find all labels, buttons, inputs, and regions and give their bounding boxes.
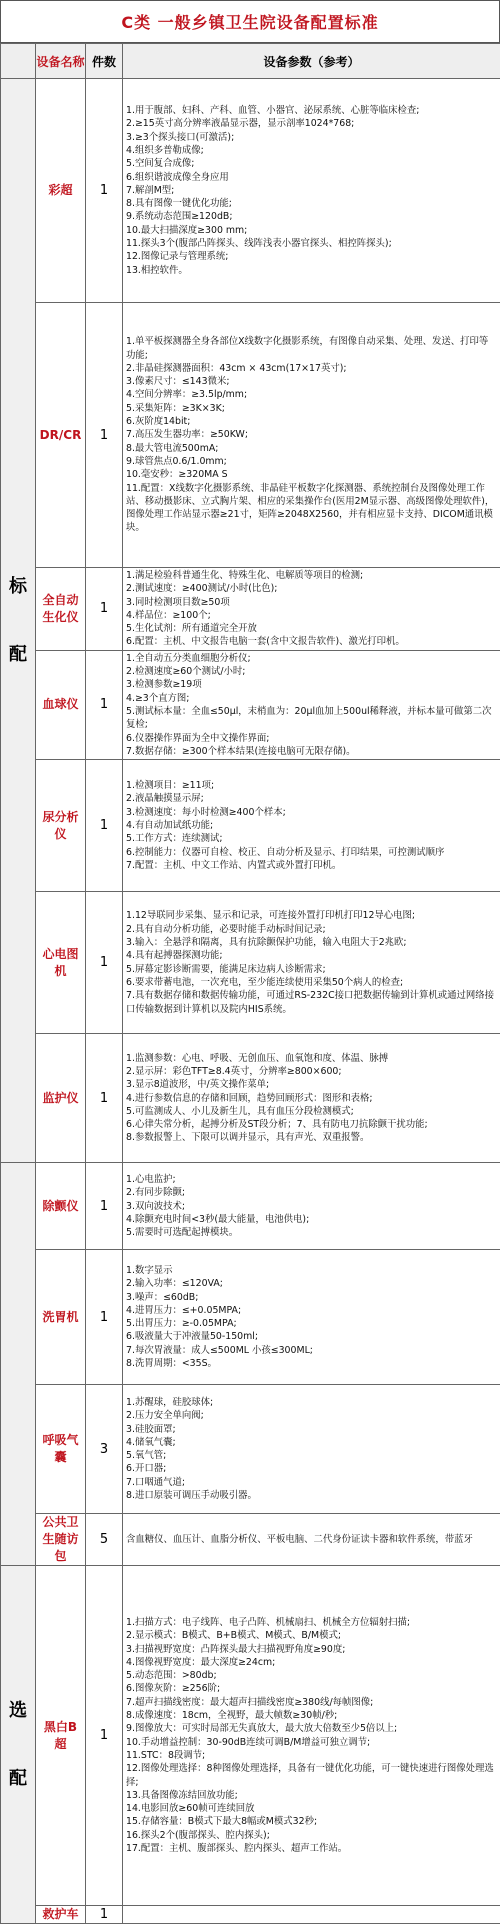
param-line: 7.解剖M型;: [126, 184, 497, 197]
param-line: 4.进胃压力：≤+0.05MPA;: [126, 1304, 497, 1317]
param-line: 3.检测速度：每小时检测≥400个样本;: [126, 806, 497, 819]
device-count: 3: [86, 1385, 123, 1514]
param-line: 3.硅胶面罩;: [126, 1423, 497, 1436]
device-params: [123, 568, 500, 651]
device-params: [123, 1566, 500, 1906]
param-line: 16.探头2个(腹部探头、腔内探头);: [126, 1829, 497, 1842]
param-line: 8.最大管电流500mA;: [126, 442, 497, 455]
param-line: 8.洗胃周期：<35S。: [126, 1357, 497, 1370]
param-line: 9.系统动态范围≥120dB;: [126, 210, 497, 223]
param-line: 6.灰阶度14bit;: [126, 415, 497, 428]
param-line: 11.STC：8段调节;: [126, 1749, 497, 1762]
param-line: 15.存储容量：B模式下最大8幅或M模式32秒;: [126, 1815, 497, 1828]
param-line: 2.液晶触摸显示屏;: [126, 792, 497, 805]
table-row: [1, 1163, 500, 1250]
param-line: 13.具备图像冻结回放功能;: [126, 1789, 497, 1802]
param-line: 6.开口器;: [126, 1462, 497, 1475]
param-line: 12.图像处理选择：8种图像处理选择，具备有一键优化功能，可一键快速进行图像处理选择;: [126, 1762, 497, 1789]
param-line: 4.空间分辨率：≥3.5lp/mm;: [126, 388, 497, 401]
param-line: 5.氧气管;: [126, 1449, 497, 1462]
param-line: 12.图像记录与管理系统;: [126, 250, 497, 263]
param-line: 4.进行参数信息的存储和回顾，趋势回顾形式：图形和表格;: [126, 1092, 497, 1105]
device-count: 1: [86, 1034, 123, 1163]
param-line: 3.同时检测项目数≥50项: [126, 596, 497, 609]
device-name: 洗胃机: [36, 1250, 86, 1385]
param-line: 2.测试速度：≥400测试/小时(比色);: [126, 582, 497, 595]
param-line: 3.≥3个探头接口(可激活);: [126, 131, 497, 144]
param-line: 2.显示模式：B模式、B+B模式、M模式、B/M模式;: [126, 1629, 497, 1642]
param-line: 1.苏醒球，硅胶球体;: [126, 1396, 497, 1409]
device-params: [123, 1250, 500, 1385]
param-line: 2.显示屏：彩色TFT≥8.4英寸，分辨率≥800×600;: [126, 1065, 497, 1078]
device-name: DR/CR: [36, 303, 86, 568]
param-line: 1.全自动五分类血细胞分析仪;: [126, 652, 497, 665]
param-line: 2.检测速度≥60个测试/小时;: [126, 665, 497, 678]
param-line: 5.工作方式：连续测试;: [126, 832, 497, 845]
param-line: 1.单平板探测器全身各部位X线数字化摄影系统，有图像自动采集、处理、发送、打印等功能;: [126, 335, 497, 362]
param-line: 7.配置：主机、中文工作站、内置式或外置打印机。: [126, 859, 497, 872]
param-line: 3.输入：全悬浮和隔离，具有抗除颤保护功能，输入电阻大于2兆欧;: [126, 936, 497, 949]
param-line: 7.高压发生器功率：≥50KW;: [126, 428, 497, 441]
param-line: 7.超声扫描线密度：最大超声扫描线密度≥380线/每帧图像;: [126, 1696, 497, 1709]
device-name: 救护车: [36, 1906, 86, 1924]
table-row: [1, 1034, 500, 1163]
table-row: [1, 760, 500, 892]
param-line: 7.口咽通气道;: [126, 1476, 497, 1489]
device-name: 除颤仪: [36, 1163, 86, 1250]
device-params: [123, 1034, 500, 1163]
device-count: 1: [86, 1906, 123, 1924]
param-line: 17.配置：主机、腹部探头、腔内探头、超声工作站。: [126, 1842, 497, 1855]
param-line: 5.需要时可选配起搏模块。: [126, 1226, 497, 1239]
table-row: [1, 1566, 500, 1906]
param-line: 11.探头3个(腹部凸阵探头、线阵浅表小器官探头、相控阵探头);: [126, 237, 497, 250]
device-count: 1: [86, 1163, 123, 1250]
param-line: 8.进口原装可调压手动吸引器。: [126, 1489, 497, 1502]
param-line: 6.组织谐波成像全身应用: [126, 171, 497, 184]
param-line: 5.出胃压力：≥-0.05MPA;: [126, 1317, 497, 1330]
param-line: 8.具有图像一键优化功能;: [126, 197, 497, 210]
device-count: 5: [86, 1514, 123, 1566]
table-row: [1, 79, 500, 303]
device-params: [123, 1385, 500, 1514]
device-params: [123, 650, 500, 759]
param-line: 2.≥15英寸高分辨率液晶显示器，显示剖率1024*768;: [126, 117, 497, 130]
param-line: 3.显示8道波形，中/英文操作菜单;: [126, 1078, 497, 1091]
param-line: 11.配置：X线数字化摄影系统、非晶硅平板数字化探测器、系统控制台及图像处理工作站、移动摄影床、立式胸片架、相应的采集操作台(医用2M显示器、高级图像处理软件)，图像处理工作站显示器≥21寸，矩阵≥2048X2560，并有相应显卡支持、DICOM通讯模块。: [126, 482, 497, 535]
param-line: 2.有同步除颤;: [126, 1186, 497, 1199]
param-line: 2.输入功率：≤120VA;: [126, 1277, 497, 1290]
param-line: 6.吸液量大于冲液量50-150ml;: [126, 1330, 497, 1343]
device-params: [123, 1163, 500, 1250]
device-count: 1: [86, 760, 123, 892]
param-line: 6.仪器操作界面为全中文操作界面;: [126, 732, 497, 745]
equipment-table: [0, 43, 500, 1924]
param-line: 6.要求带蓄电池，一次充电，至少能连续使用采集50个病人的检查;: [126, 976, 497, 989]
device-name: 呼吸气囊: [36, 1385, 86, 1514]
device-name: 尿分析仪: [36, 760, 86, 892]
param-line: 8.参数报警上、下限可以调并显示，具有声光、双重报警。: [126, 1131, 497, 1144]
param-line: 5.屏幕定影诊断需要，能满足床边病人诊断需求;: [126, 963, 497, 976]
device-name: 公共卫生随访包: [36, 1514, 86, 1566]
param-line: 2.非晶硅探测器面积：43cm × 43cm(17×17英寸);: [126, 362, 497, 375]
param-line: 7.每次胃液量：成人≤500ML 小孩≤300ML;: [126, 1344, 497, 1357]
header-name: 设备名称: [36, 44, 86, 79]
param-line: 10.最大扫描深度≥300 mm;: [126, 224, 497, 237]
table-row: [1, 303, 500, 568]
param-line: 4.组织多普勒成像;: [126, 144, 497, 157]
param-line: 9.图像放大：可实时局部无失真放大，最大放大倍数至少5倍以上;: [126, 1722, 497, 1735]
table-row: [1, 1514, 500, 1566]
param-line: 6.配置：主机、中文报告电脑一套(含中文报告软件)、激光打印机。: [126, 635, 497, 648]
param-line: 5.空间复合成像;: [126, 157, 497, 170]
table-row: [1, 650, 500, 759]
param-line: 1.12导联同步采集、显示和记录，可连接外置打印机打印12导心电图;: [126, 909, 497, 922]
device-count: 1: [86, 1566, 123, 1906]
param-line: 6.图像灰阶：≥256阶;: [126, 1682, 497, 1695]
device-params: [123, 303, 500, 568]
param-line: 3.噪声：≤60dB;: [126, 1291, 497, 1304]
header-params: 设备参数（参考）: [123, 44, 500, 79]
device-count: 1: [86, 303, 123, 568]
param-line: 4.有自动加试纸功能;: [126, 819, 497, 832]
param-line: 7.数据存储：≥300个样本结果(连接电脑可无限存储)。: [126, 745, 497, 758]
device-count: 1: [86, 892, 123, 1034]
header-count: 件数: [86, 44, 123, 79]
param-line: 4.图像视野宽度：最大深度≥24cm;: [126, 1656, 497, 1669]
category-cell: 选 配: [1, 1566, 36, 1924]
param-line: 1.监测参数：心电、呼吸、无创血压、血氧饱和度、体温、脉搏: [126, 1052, 497, 1065]
device-name: 黑白B超: [36, 1566, 86, 1906]
param-line: 4.≥3个直方图;: [126, 692, 497, 705]
param-line: 1.心电监护;: [126, 1173, 497, 1186]
param-line: 3.扫描视野宽度：凸阵探头最大扫描视野角度≥90度;: [126, 1643, 497, 1656]
device-params: [123, 1514, 500, 1566]
device-name: 彩超: [36, 79, 86, 303]
table-row: [1, 892, 500, 1034]
param-line: 3.检测参数≥19项: [126, 678, 497, 691]
table-row: [1, 1385, 500, 1514]
param-line: 3.像素尺寸：≤143微米;: [126, 375, 497, 388]
header-blank: [1, 44, 36, 79]
device-count: 1: [86, 1250, 123, 1385]
device-count: 1: [86, 568, 123, 651]
param-line: 8.成像速度：18cm，全视野，最大帧数≥30帧/秒;: [126, 1709, 497, 1722]
param-line: 6.控制能力：仪器可自检、校正、自动分析及显示、打印结果，可控测试顺序: [126, 846, 497, 859]
device-params: [123, 79, 500, 303]
param-line: 4.除颤充电时间<3秒(最大能量，电池供电);: [126, 1213, 497, 1226]
device-params: [123, 1906, 500, 1924]
device-params: [123, 892, 500, 1034]
device-name: 心电图机: [36, 892, 86, 1034]
param-line: 5.测试标本量：全血≤50μl，末梢血为：20μl血加上500ul稀释液，并标本量可做第二次复检;: [126, 705, 497, 732]
param-line: 10.手动增益控制：30-90dB连续可调B/M增益可独立调节;: [126, 1736, 497, 1749]
param-line: 4.具有起搏器探测功能;: [126, 949, 497, 962]
param-line: 5.动态范围：>80db;: [126, 1669, 497, 1682]
param-line: 2.压力安全单向阀;: [126, 1409, 497, 1422]
device-params: [123, 760, 500, 892]
param-line: 1.数字显示: [126, 1264, 497, 1277]
param-line: 2.具有自动分析功能，必要时能手动标时间记录;: [126, 923, 497, 936]
param-line: 含血糖仪、血压计、血脂分析仪、平板电脑、二代身份证读卡器和软件系统，带蓝牙: [126, 1533, 497, 1546]
page-title: C类 一般乡镇卫生院设备配置标准: [0, 0, 500, 43]
device-name: 监护仪: [36, 1034, 86, 1163]
device-name: 血球仪: [36, 650, 86, 759]
table-row: [1, 568, 500, 651]
device-count: 1: [86, 650, 123, 759]
category-cell: [1, 1163, 36, 1566]
param-line: 14.电影回放≥60帧可连续回放: [126, 1802, 497, 1815]
param-line: 4.样品位：≥100个;: [126, 609, 497, 622]
param-line: 13.相控软件。: [126, 264, 497, 277]
category-cell: 标 配: [1, 79, 36, 1163]
param-line: 7.具有数据存储和数据传输功能，可通过RS-232C接口把数据传输到计算机或通过网络接口传输数据到计算机以及院内HIS系统。: [126, 989, 497, 1016]
param-line: 5.生化试剂：所有通道完全开放: [126, 622, 497, 635]
param-line: 5.采集矩阵：≥3K×3K;: [126, 402, 497, 415]
device-count: 1: [86, 79, 123, 303]
param-line: 1.用于腹部、妇科、产科、血管、小器官、泌尿系统、心脏等临床检查;: [126, 104, 497, 117]
device-name: 全自动生化仪: [36, 568, 86, 651]
param-line: 5.可监测成人、小儿及新生儿，具有血压分段检测模式;: [126, 1105, 497, 1118]
table-row: [1, 1906, 500, 1924]
param-line: 1.检测项目：≥11项;: [126, 779, 497, 792]
param-line: 3.双向波技术;: [126, 1200, 497, 1213]
param-line: 9.球管焦点0.6/1.0mm;: [126, 455, 497, 468]
param-line: 4.储氧气囊;: [126, 1436, 497, 1449]
param-line: 1.扫描方式：电子线阵、电子凸阵、机械扇扫、机械全方位辐射扫描;: [126, 1616, 497, 1629]
table-row: [1, 1250, 500, 1385]
param-line: 10.毫安秒：≥320MA S: [126, 468, 497, 481]
param-line: 6.心律失常分析，起搏分析及ST段分析；7、具有防电刀抗除颤干扰功能;: [126, 1118, 497, 1131]
param-line: 1.满足检验科普通生化、特殊生化、电解质等项目的检测;: [126, 569, 497, 582]
